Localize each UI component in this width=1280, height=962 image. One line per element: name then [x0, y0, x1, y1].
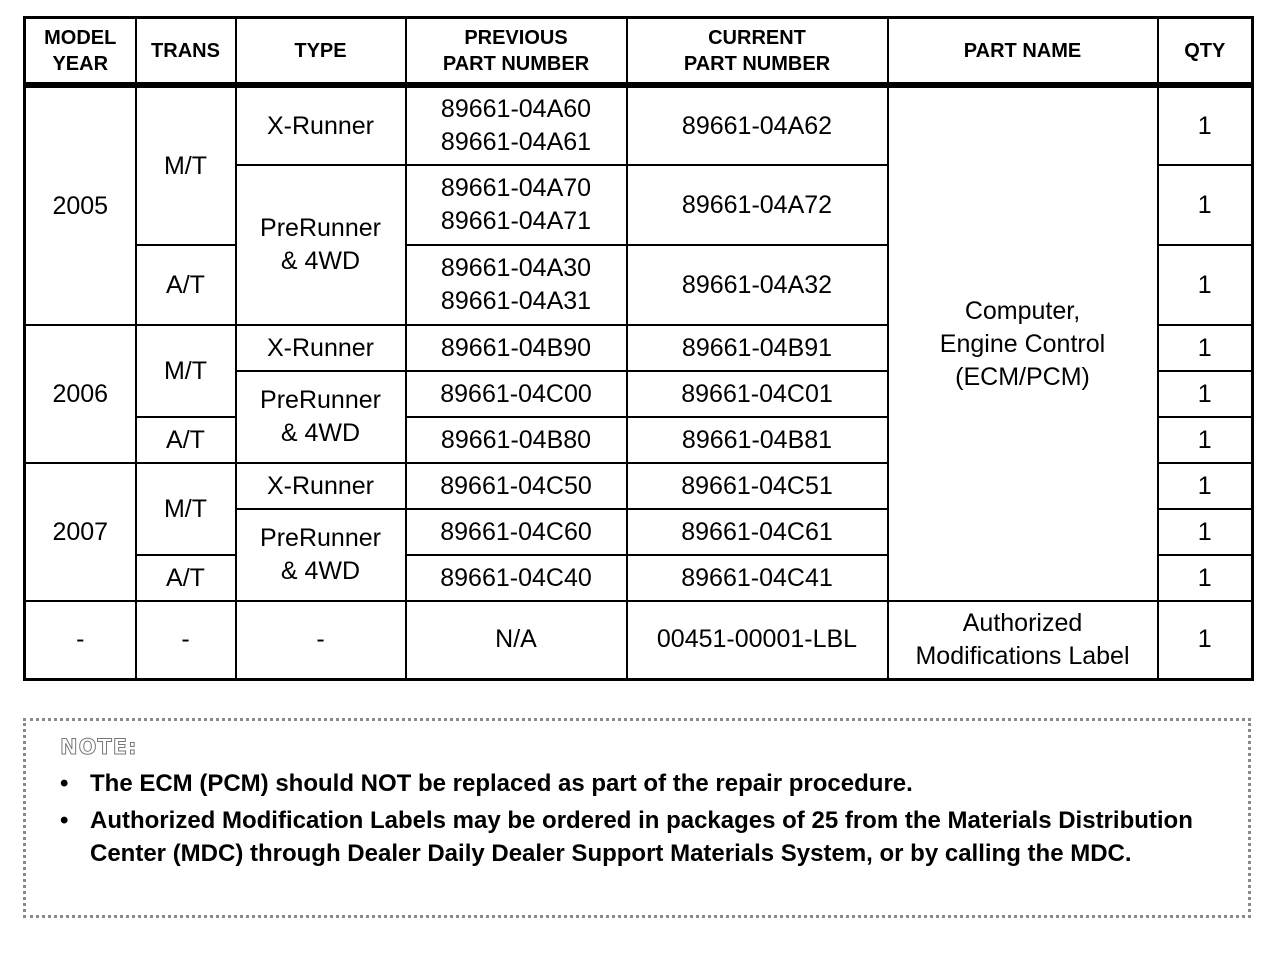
previous-part-number-cell: N/A	[406, 601, 627, 679]
model-year-cell: 2006	[25, 325, 136, 463]
current-part-number-cell: 89661-04B91	[627, 325, 888, 371]
table-row	[25, 85, 1253, 165]
current-part-number-cell: 00451-00001-LBL	[627, 601, 888, 679]
type-cell: -	[236, 601, 406, 679]
current-part-number-cell: 89661-04A32	[627, 245, 888, 325]
current-part-number-cell: 89661-04C51	[627, 463, 888, 509]
note-heading: NOTE:	[60, 735, 138, 759]
previous-part-number-cell: 89661-04C00	[406, 371, 627, 417]
previous-part-number-cell: 89661-04C50	[406, 463, 627, 509]
previous-part-number-cell: 89661-04B90	[406, 325, 627, 371]
trans-cell: A/T	[136, 245, 236, 325]
header-row	[25, 18, 1253, 86]
qty-cell: 1	[1158, 417, 1253, 463]
previous-part-number-cell: 89661-04C40	[406, 555, 627, 601]
bullet-icon: •	[60, 807, 69, 834]
previous-part-number-cell: 89661-04A60 89661-04A61	[406, 85, 627, 165]
type-cell: X-Runner	[236, 85, 406, 165]
current-part-number-cell: 89661-04A72	[627, 165, 888, 245]
trans-cell: A/T	[136, 555, 236, 601]
previous-part-number-cell: 89661-04A70 89661-04A71	[406, 165, 627, 245]
note-item	[60, 767, 1216, 800]
ecm-parts-table	[23, 16, 1254, 681]
header-qty: QTY	[1158, 18, 1253, 86]
note-item	[60, 804, 1216, 870]
qty-cell: 1	[1158, 555, 1253, 601]
previous-part-number-cell: 89661-04B80	[406, 417, 627, 463]
current-part-number-cell: 89661-04C41	[627, 555, 888, 601]
previous-part-number-cell: 89661-04C60	[406, 509, 627, 555]
header-part-name: PART NAME	[888, 18, 1158, 86]
qty-cell: 1	[1158, 85, 1253, 165]
model-year-cell: 2007	[25, 463, 136, 601]
qty-cell: 1	[1158, 371, 1253, 417]
type-cell: PreRunner & 4WD	[236, 165, 406, 325]
current-part-number-cell: 89661-04C61	[627, 509, 888, 555]
qty-cell: 1	[1158, 165, 1253, 245]
header-type: TYPE	[236, 18, 406, 86]
previous-part-number-cell: 89661-04A30 89661-04A31	[406, 245, 627, 325]
qty-cell: 1	[1158, 509, 1253, 555]
current-part-number-cell: 89661-04B81	[627, 417, 888, 463]
header-model-year: MODEL YEAR	[25, 18, 136, 86]
qty-cell: 1	[1158, 463, 1253, 509]
part-name-cell: Authorized Modifications Label	[888, 601, 1158, 679]
note-list	[60, 767, 1216, 870]
trans-cell: M/T	[136, 85, 236, 245]
qty-cell: 1	[1158, 325, 1253, 371]
table-row-label	[25, 601, 1253, 679]
type-cell: X-Runner	[236, 325, 406, 371]
header-previous-part-number: PREVIOUS PART NUMBER	[406, 18, 627, 86]
trans-cell: M/T	[136, 325, 236, 417]
trans-cell: -	[136, 601, 236, 679]
qty-cell: 1	[1158, 245, 1253, 325]
current-part-number-cell: 89661-04C01	[627, 371, 888, 417]
model-year-cell: -	[25, 601, 136, 679]
type-cell: PreRunner & 4WD	[236, 509, 406, 601]
note-box	[23, 718, 1251, 918]
header-trans: TRANS	[136, 18, 236, 86]
note-item-text: The ECM (PCM) should NOT be replaced as part of the repair procedure.	[90, 770, 913, 797]
part-name-cell: Computer, Engine Control (ECM/PCM)	[888, 85, 1158, 601]
trans-cell: M/T	[136, 463, 236, 555]
note-item-text: Authorized Modification Labels may be ordered in packages of 25 from the Materials Distribution Center (MDC) through Dealer Daily Dealer Support Materials System, or by calling the MDC.	[90, 807, 1193, 867]
header-current-part-number: CURRENT PART NUMBER	[627, 18, 888, 86]
bullet-icon: •	[60, 770, 69, 797]
trans-cell: A/T	[136, 417, 236, 463]
type-cell: PreRunner & 4WD	[236, 371, 406, 463]
type-cell: X-Runner	[236, 463, 406, 509]
qty-cell: 1	[1158, 601, 1253, 679]
current-part-number-cell: 89661-04A62	[627, 85, 888, 165]
model-year-cell: 2005	[25, 85, 136, 325]
